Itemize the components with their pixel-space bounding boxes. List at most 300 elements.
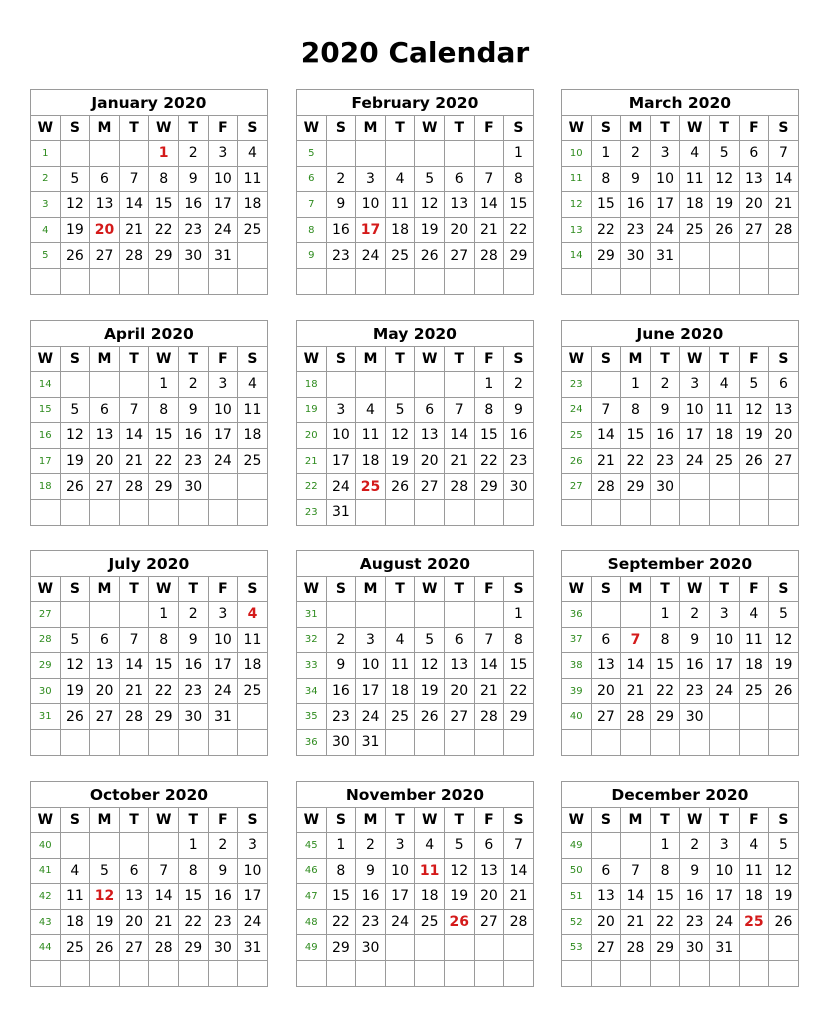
weekday-header: T — [650, 577, 680, 602]
weekday-header: T — [119, 577, 149, 602]
month-table — [30, 781, 268, 987]
week-number: 7 — [297, 192, 327, 218]
day-cell: 27 — [591, 704, 621, 730]
day-cell: 14 — [444, 423, 474, 449]
day-cell: 16 — [356, 884, 386, 910]
month-calendar — [30, 550, 267, 756]
weekday-header: M — [356, 808, 386, 833]
month-table — [30, 320, 268, 526]
weekday-header-row — [31, 347, 268, 372]
day-cell: 15 — [149, 653, 179, 679]
empty-cell — [356, 141, 386, 167]
day-cell: 15 — [504, 653, 534, 679]
day-cell: 22 — [650, 909, 680, 935]
week-row — [31, 960, 268, 986]
day-cell: 20 — [415, 448, 445, 474]
week-number: 31 — [297, 602, 327, 628]
day-cell: 29 — [650, 704, 680, 730]
week-row — [297, 627, 534, 653]
empty-cell — [709, 704, 739, 730]
week-number: 32 — [297, 627, 327, 653]
day-cell: 14 — [591, 423, 621, 449]
week-number: 5 — [297, 141, 327, 167]
empty-cell — [178, 268, 208, 294]
empty-cell — [385, 141, 415, 167]
week-row — [297, 268, 534, 294]
week-row — [31, 243, 268, 269]
week-number: 42 — [31, 884, 61, 910]
day-cell: 4 — [238, 372, 268, 398]
day-cell: 21 — [149, 909, 179, 935]
week-row — [31, 704, 268, 730]
day-cell: 28 — [444, 474, 474, 500]
day-cell: 20 — [119, 909, 149, 935]
weekday-header: T — [178, 808, 208, 833]
empty-cell — [149, 499, 179, 525]
week-number: 33 — [297, 653, 327, 679]
day-cell: 17 — [650, 192, 680, 218]
weekday-header: M — [356, 577, 386, 602]
week-number: 2 — [31, 166, 61, 192]
day-cell: 29 — [504, 704, 534, 730]
month-table — [561, 320, 799, 526]
day-cell: 11 — [238, 166, 268, 192]
day-cell: 23 — [680, 678, 710, 704]
day-cell: 24 — [356, 704, 386, 730]
week-row — [297, 141, 534, 167]
empty-cell — [238, 704, 268, 730]
week-number: 20 — [297, 423, 327, 449]
month-table — [30, 89, 268, 295]
weekday-header: S — [769, 577, 799, 602]
week-number: 5 — [31, 243, 61, 269]
day-cell: 29 — [621, 474, 651, 500]
weekday-header: M — [90, 808, 120, 833]
day-cell: 12 — [709, 166, 739, 192]
day-cell: 23 — [621, 217, 651, 243]
weekday-header: F — [474, 577, 504, 602]
week-number: 26 — [562, 448, 592, 474]
week-row — [562, 884, 799, 910]
weekday-header: T — [119, 116, 149, 141]
week-row — [31, 474, 268, 500]
week-row — [297, 960, 534, 986]
week-row — [562, 653, 799, 679]
empty-cell — [119, 833, 149, 859]
weekday-header: T — [178, 347, 208, 372]
day-cell: 4 — [680, 141, 710, 167]
week-row — [297, 858, 534, 884]
day-cell: 18 — [680, 192, 710, 218]
weekday-header: T — [385, 808, 415, 833]
week-row — [31, 858, 268, 884]
weekday-header: S — [238, 116, 268, 141]
weekday-header-row — [562, 808, 799, 833]
empty-cell — [90, 833, 120, 859]
empty-cell — [739, 704, 769, 730]
day-cell: 20 — [591, 678, 621, 704]
day-cell: 6 — [90, 627, 120, 653]
holiday-day-cell: 11 — [415, 858, 445, 884]
week-number: 24 — [562, 397, 592, 423]
week-number: 51 — [562, 884, 592, 910]
week-number: 53 — [562, 935, 592, 961]
empty-cell — [385, 960, 415, 986]
weekday-header: F — [474, 808, 504, 833]
empty-cell — [238, 960, 268, 986]
empty-cell — [385, 499, 415, 525]
empty-cell — [238, 474, 268, 500]
weekday-header: S — [60, 577, 90, 602]
day-cell: 5 — [769, 833, 799, 859]
empty-cell — [769, 499, 799, 525]
week-number: 22 — [297, 474, 327, 500]
holiday-day-cell: 25 — [739, 909, 769, 935]
day-cell: 22 — [591, 217, 621, 243]
day-cell: 13 — [591, 884, 621, 910]
empty-cell — [739, 499, 769, 525]
empty-cell — [326, 960, 356, 986]
day-cell: 16 — [650, 423, 680, 449]
week-row — [562, 729, 799, 755]
day-cell: 5 — [90, 858, 120, 884]
empty-cell — [60, 960, 90, 986]
day-cell: 28 — [119, 704, 149, 730]
week-row — [297, 729, 534, 755]
day-cell: 20 — [474, 884, 504, 910]
empty-cell — [680, 243, 710, 269]
day-cell: 3 — [680, 372, 710, 398]
empty-cell — [621, 602, 651, 628]
empty-cell — [474, 499, 504, 525]
day-cell: 24 — [356, 243, 386, 269]
weekday-header: T — [650, 808, 680, 833]
empty-cell — [356, 372, 386, 398]
day-cell: 6 — [769, 372, 799, 398]
month-calendar — [296, 781, 533, 987]
day-cell: 17 — [680, 423, 710, 449]
month-table — [561, 89, 799, 295]
day-cell: 31 — [650, 243, 680, 269]
week-number: 29 — [31, 653, 61, 679]
day-cell: 23 — [680, 909, 710, 935]
weekday-header: F — [739, 808, 769, 833]
day-cell: 6 — [119, 858, 149, 884]
day-cell: 10 — [208, 627, 238, 653]
day-cell: 26 — [739, 448, 769, 474]
weekday-header: S — [591, 116, 621, 141]
day-cell: 24 — [208, 678, 238, 704]
month-calendar — [296, 550, 533, 756]
day-cell: 24 — [650, 217, 680, 243]
day-cell: 7 — [119, 627, 149, 653]
day-cell: 11 — [385, 192, 415, 218]
weekday-header: S — [504, 347, 534, 372]
day-cell: 28 — [591, 474, 621, 500]
day-cell: 16 — [621, 192, 651, 218]
empty-cell — [709, 474, 739, 500]
day-cell: 15 — [149, 423, 179, 449]
day-cell: 12 — [769, 858, 799, 884]
weekday-header: W — [149, 808, 179, 833]
day-cell: 25 — [739, 678, 769, 704]
week-number: 14 — [562, 243, 592, 269]
day-cell: 22 — [178, 909, 208, 935]
weekday-header: T — [178, 577, 208, 602]
day-cell: 17 — [385, 884, 415, 910]
weekday-header: F — [474, 347, 504, 372]
weekday-header: S — [60, 808, 90, 833]
empty-cell — [326, 372, 356, 398]
empty-cell — [119, 960, 149, 986]
day-cell: 20 — [739, 192, 769, 218]
day-cell: 24 — [709, 909, 739, 935]
day-cell: 2 — [326, 166, 356, 192]
week-row — [297, 602, 534, 628]
day-cell: 9 — [650, 397, 680, 423]
day-cell: 27 — [444, 243, 474, 269]
day-cell: 22 — [621, 448, 651, 474]
day-cell: 21 — [621, 678, 651, 704]
empty-cell — [119, 499, 149, 525]
day-cell: 7 — [119, 166, 149, 192]
empty-cell — [504, 935, 534, 961]
day-cell: 3 — [709, 602, 739, 628]
day-cell: 1 — [178, 833, 208, 859]
page-title: 2020 Calendar — [300, 36, 530, 69]
day-cell: 3 — [238, 833, 268, 859]
empty-cell — [769, 704, 799, 730]
day-cell: 11 — [680, 166, 710, 192]
day-cell: 17 — [326, 448, 356, 474]
day-cell: 8 — [504, 166, 534, 192]
weekday-header: F — [474, 116, 504, 141]
weekday-header: S — [326, 116, 356, 141]
day-cell: 28 — [119, 243, 149, 269]
week-number: 3 — [31, 192, 61, 218]
weekday-header: T — [709, 116, 739, 141]
day-cell: 28 — [621, 704, 651, 730]
week-number: 46 — [297, 858, 327, 884]
week-row — [31, 884, 268, 910]
empty-cell — [769, 729, 799, 755]
empty-cell — [208, 474, 238, 500]
day-cell: 2 — [178, 141, 208, 167]
week-number: 41 — [31, 858, 61, 884]
day-cell: 25 — [680, 217, 710, 243]
week-row — [562, 909, 799, 935]
day-cell: 21 — [119, 678, 149, 704]
empty-cell — [415, 141, 445, 167]
empty-cell — [149, 729, 179, 755]
day-cell: 25 — [238, 217, 268, 243]
day-cell: 31 — [326, 499, 356, 525]
week-row — [562, 960, 799, 986]
empty-cell — [591, 960, 621, 986]
day-cell: 11 — [385, 653, 415, 679]
day-cell: 9 — [621, 166, 651, 192]
weekday-header: W — [415, 116, 445, 141]
weekday-header: S — [591, 808, 621, 833]
day-cell: 2 — [650, 372, 680, 398]
day-cell: 15 — [650, 653, 680, 679]
week-row — [562, 192, 799, 218]
day-cell: 27 — [90, 474, 120, 500]
day-cell: 28 — [621, 935, 651, 961]
day-cell: 14 — [149, 884, 179, 910]
day-cell: 2 — [680, 602, 710, 628]
empty-cell — [326, 141, 356, 167]
week-row — [562, 833, 799, 859]
empty-cell — [474, 602, 504, 628]
day-cell: 8 — [149, 166, 179, 192]
week-number: 43 — [31, 909, 61, 935]
empty-cell — [60, 602, 90, 628]
empty-cell — [90, 141, 120, 167]
day-cell: 17 — [208, 423, 238, 449]
day-cell: 18 — [415, 884, 445, 910]
weekday-header: S — [238, 347, 268, 372]
week-number: 12 — [562, 192, 592, 218]
day-cell: 30 — [680, 704, 710, 730]
empty-cell — [680, 474, 710, 500]
week-number: 21 — [297, 448, 327, 474]
day-cell: 19 — [415, 217, 445, 243]
day-cell: 10 — [238, 858, 268, 884]
day-cell: 4 — [415, 833, 445, 859]
week-row — [562, 166, 799, 192]
week-row — [297, 243, 534, 269]
day-cell: 30 — [178, 474, 208, 500]
week-number: 35 — [297, 704, 327, 730]
empty-cell — [769, 243, 799, 269]
day-cell: 17 — [208, 192, 238, 218]
month-calendar — [561, 781, 798, 987]
day-cell: 26 — [769, 909, 799, 935]
weekday-header: S — [504, 116, 534, 141]
week-number: 49 — [297, 935, 327, 961]
day-cell: 7 — [591, 397, 621, 423]
day-cell: 10 — [208, 166, 238, 192]
empty-cell — [415, 960, 445, 986]
day-cell: 21 — [591, 448, 621, 474]
day-cell: 18 — [385, 217, 415, 243]
weekday-header: M — [356, 347, 386, 372]
empty-cell — [709, 729, 739, 755]
day-cell: 31 — [356, 729, 386, 755]
day-cell: 26 — [60, 704, 90, 730]
day-cell: 5 — [60, 166, 90, 192]
weekday-header: T — [178, 116, 208, 141]
day-cell: 26 — [415, 704, 445, 730]
empty-cell — [356, 602, 386, 628]
weekday-header-row — [562, 116, 799, 141]
day-cell: 3 — [385, 833, 415, 859]
month-table — [296, 320, 534, 526]
week-row — [31, 678, 268, 704]
empty-cell — [119, 141, 149, 167]
weekday-header-row — [297, 577, 534, 602]
empty-cell — [504, 960, 534, 986]
day-cell: 19 — [709, 192, 739, 218]
empty-cell — [356, 268, 386, 294]
week-number: 52 — [562, 909, 592, 935]
day-cell: 13 — [90, 653, 120, 679]
day-cell: 23 — [504, 448, 534, 474]
day-cell: 30 — [621, 243, 651, 269]
day-cell: 25 — [709, 448, 739, 474]
day-cell: 6 — [444, 627, 474, 653]
day-cell: 19 — [769, 884, 799, 910]
day-cell: 12 — [415, 653, 445, 679]
day-cell: 11 — [709, 397, 739, 423]
day-cell: 6 — [591, 627, 621, 653]
day-cell: 10 — [208, 397, 238, 423]
day-cell: 8 — [474, 397, 504, 423]
week-number: 39 — [562, 678, 592, 704]
day-cell: 14 — [119, 653, 149, 679]
day-cell: 20 — [444, 678, 474, 704]
weekday-header: S — [769, 116, 799, 141]
week-row — [562, 627, 799, 653]
day-cell: 1 — [149, 602, 179, 628]
day-cell: 26 — [90, 935, 120, 961]
day-cell: 28 — [149, 935, 179, 961]
day-cell: 18 — [238, 653, 268, 679]
weekday-header: F — [208, 577, 238, 602]
day-cell: 6 — [90, 397, 120, 423]
day-cell: 28 — [474, 243, 504, 269]
day-cell: 29 — [326, 935, 356, 961]
week-number — [31, 960, 61, 986]
day-cell: 11 — [238, 397, 268, 423]
weekday-header: S — [326, 577, 356, 602]
day-cell: 16 — [326, 678, 356, 704]
week-number — [31, 268, 61, 294]
day-cell: 1 — [650, 833, 680, 859]
day-cell: 5 — [769, 602, 799, 628]
month-title: June 2020 — [562, 321, 799, 347]
day-cell: 18 — [238, 423, 268, 449]
week-number: 15 — [31, 397, 61, 423]
month-table — [30, 550, 268, 756]
day-cell: 22 — [149, 448, 179, 474]
day-cell: 30 — [356, 935, 386, 961]
week-row — [31, 372, 268, 398]
week-row — [562, 268, 799, 294]
weekday-header-row — [297, 347, 534, 372]
weekday-header: T — [650, 347, 680, 372]
week-number: 14 — [31, 372, 61, 398]
weekday-header: W — [149, 347, 179, 372]
day-cell: 12 — [60, 192, 90, 218]
empty-cell — [709, 268, 739, 294]
weekday-header-row — [31, 808, 268, 833]
empty-cell — [385, 602, 415, 628]
week-row — [562, 474, 799, 500]
day-cell: 10 — [356, 653, 386, 679]
day-cell: 2 — [504, 372, 534, 398]
week-number: 28 — [31, 627, 61, 653]
holiday-day-cell: 26 — [444, 909, 474, 935]
day-cell: 27 — [591, 935, 621, 961]
week-number — [562, 268, 592, 294]
day-cell: 10 — [650, 166, 680, 192]
empty-cell — [444, 499, 474, 525]
day-cell: 23 — [650, 448, 680, 474]
weekday-header: S — [326, 347, 356, 372]
day-cell: 4 — [60, 858, 90, 884]
